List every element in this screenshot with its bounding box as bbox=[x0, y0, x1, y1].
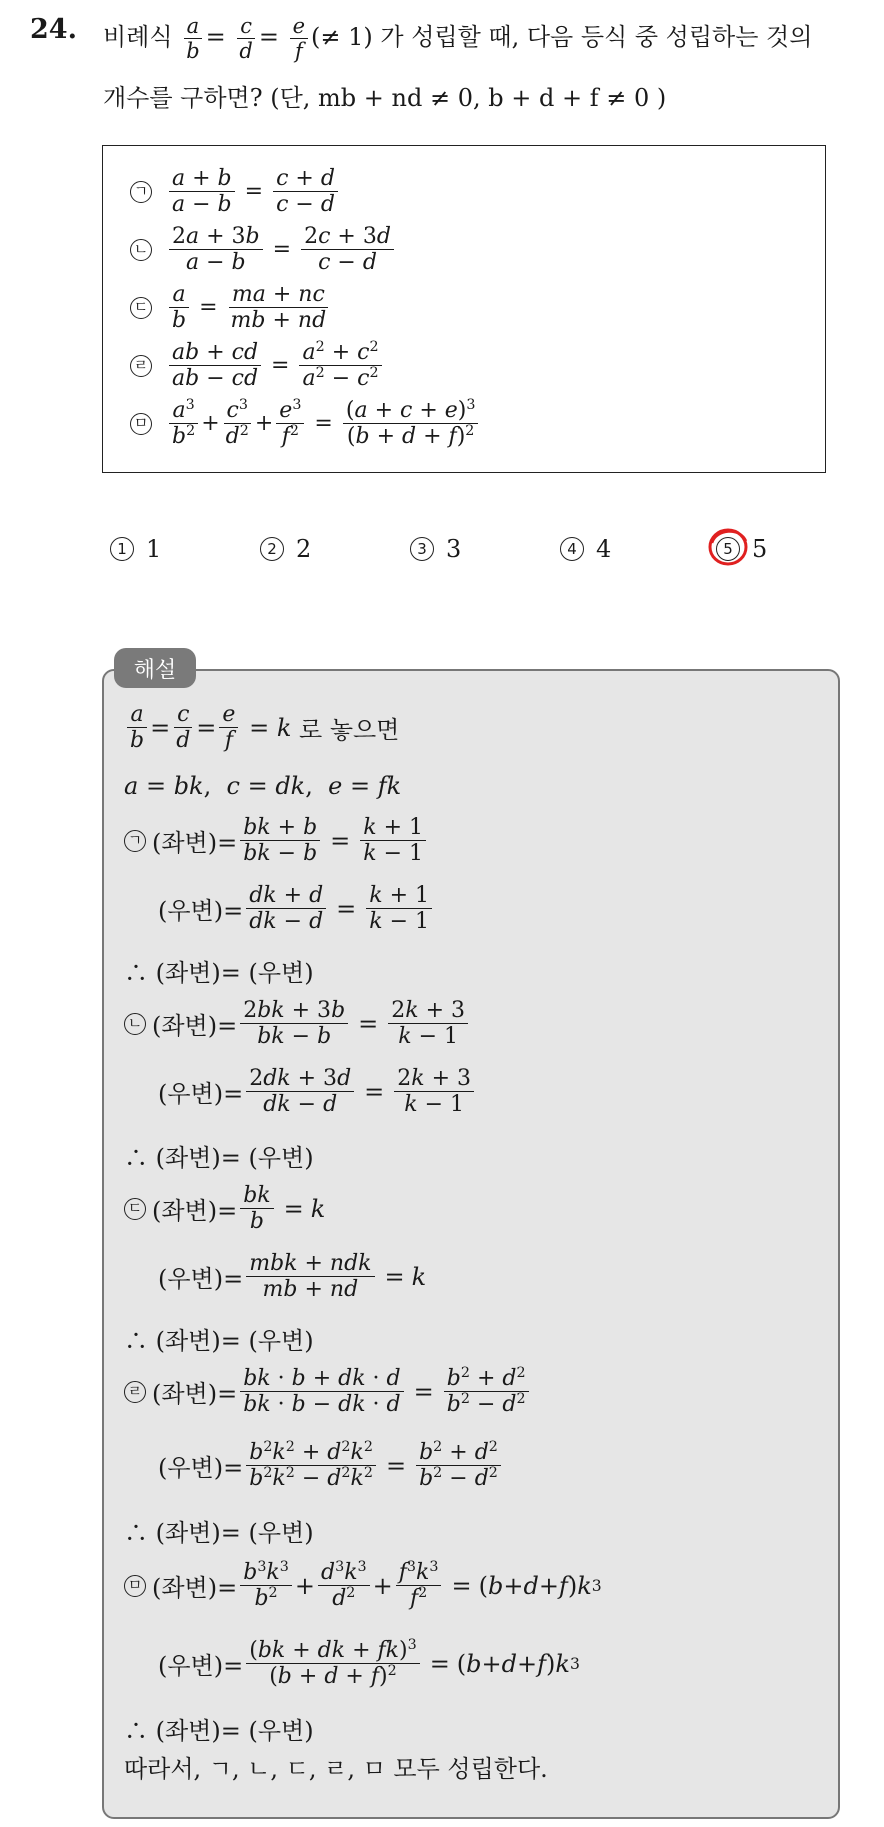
label-giyeok: ㄱ bbox=[130, 181, 152, 203]
solution-5-left: ㅁ (좌변)= $\frac{b^3k^3}{b^2}$ + $\frac{d^3k^3}{d^2}$ + $\frac{f^3k^3}{f^2}$ = ( b + d + f ) k 3 bbox=[124, 1560, 602, 1612]
solution-substitution: a = bk , c = dk , e = fk bbox=[124, 772, 402, 800]
label-digeut: ㄷ bbox=[124, 1198, 146, 1220]
solution-intro: $\frac{a}{b}$ = $\frac{c}{d}$ = $\frac{e}{f}$ = k 로 놓으면 bbox=[124, 702, 399, 754]
statement-5: ㅁ $\frac{a^3}{b^2}$ + $\frac{c^3}{d^2}$ + $\frac{e^3}{f^2}$ = $\frac{(a + c + e)^3}{(b + d + f)^2}$ bbox=[130, 398, 481, 450]
right-side-label: (우변)= bbox=[158, 1454, 244, 1483]
statement-1: ㄱ $\frac{a + b}{a - b}$ = $\frac{c + d}{c - d}$ bbox=[130, 166, 341, 218]
choice-2[interactable] bbox=[260, 535, 311, 563]
answer-circle-mark bbox=[706, 525, 750, 569]
choice-number-5: 5 bbox=[716, 537, 740, 561]
solution-2-conclusion: ∴ (좌변)= (우변) bbox=[124, 1144, 314, 1172]
solution-3-left: ㄷ (좌변)= $\frac{bk}{b}$ = k bbox=[124, 1183, 325, 1235]
question-number: 24. bbox=[30, 14, 77, 45]
solution-3-right: (우변)= $\frac{\text{mbk + ndk}}{mb + nd}$ = k bbox=[158, 1251, 427, 1303]
label-nieun: ㄴ bbox=[130, 239, 152, 261]
solution-2-left: ㄴ (좌변)= $\frac{2bk + 3b}{bk - b}$ = $\frac{2k + 3}{k - 1}$ bbox=[124, 998, 471, 1050]
solution-3-conclusion: ∴ (좌변)= (우변) bbox=[124, 1327, 314, 1355]
intro-suffix: 로 놓으면 bbox=[299, 716, 400, 745]
question-line-1: 비례식 $\frac{a}{b}$ = $\frac{c}{d}$ = $\frac{e}{f}$ (≠ 1) 가 성립할 때, 다음 등식 중 성립하는 것의 bbox=[103, 14, 813, 64]
choice-4[interactable] bbox=[560, 535, 611, 563]
left-side-label: (좌변)= bbox=[152, 1574, 238, 1603]
statement-3: ㄷ $\frac{a}{b}$ = $\frac{ma + nc}{mb + nd}$ bbox=[130, 282, 332, 334]
right-side-label: (우변)= bbox=[158, 897, 244, 926]
choice-number-4: 4 bbox=[560, 537, 584, 561]
solution-2-right: (우변)= $\frac{2dk + 3d}{dk - d}$ = $\frac{2k + 3}{k - 1}$ bbox=[158, 1066, 477, 1118]
label-mieum: ㅁ bbox=[130, 413, 152, 435]
statement-4: ㄹ $\frac{ab + cd}{ab - cd}$ = $\frac{a^2 + c^2}{a^2 - c^2}$ bbox=[130, 340, 385, 392]
left-side-label: (좌변)= bbox=[152, 829, 238, 858]
choice-1[interactable] bbox=[110, 535, 161, 563]
statement-2: ㄴ $\frac{2a + 3b}{a - b}$ = $\frac{2c + 3d}{c - d}$ bbox=[130, 224, 397, 276]
label-rieul: ㄹ bbox=[124, 1381, 146, 1403]
choice-number-1: 1 bbox=[110, 537, 134, 561]
label-nieun: ㄴ bbox=[124, 1013, 146, 1035]
question-suffix: 가 성립할 때, 다음 등식 중 성립하는 것의 bbox=[380, 23, 813, 52]
choice-value: 4 bbox=[596, 535, 612, 563]
solution-1-right: (우변)= $\frac{dk + d}{dk - d}$ = $\frac{k + 1}{k - 1}$ bbox=[158, 883, 435, 935]
question-line-2: 개수를 구하면? (단, mb + nd ≠ 0, b + d + f ≠ 0 ) bbox=[103, 84, 667, 112]
label-digeut: ㄷ bbox=[130, 297, 152, 319]
left-side-label: (좌변)= bbox=[152, 1197, 238, 1226]
solution-4-left: ㄹ (좌변)= $\frac{bk \cdot b + dk \cdot d}{bk \cdot b - dk \cdot d}$ = $\frac{b^2 + d^2}{b^2 - d^2}$ bbox=[124, 1366, 532, 1418]
right-side-label: (우변)= bbox=[158, 1652, 244, 1681]
solution-5-conclusion: ∴ (좌변)= (우변) bbox=[124, 1717, 314, 1745]
right-side-label: (우변)= bbox=[158, 1265, 244, 1294]
choice-number-2: 2 bbox=[260, 537, 284, 561]
choice-number-3: 3 bbox=[410, 537, 434, 561]
solution-1-left: ㄱ (좌변)= $\frac{bk + b}{bk - b}$ = $\frac{k + 1}{k - 1}$ bbox=[124, 815, 429, 867]
label-rieul: ㄹ bbox=[130, 355, 152, 377]
solution-4-right: (우변)= $\frac{b^2k^2 + d^2k^2}{b^2k^2 - d^2k^2}$ = $\frac{b^2 + d^2}{b^2 - d^2}$ bbox=[158, 1440, 504, 1492]
right-side-label: (우변)= bbox=[158, 1080, 244, 1109]
choice-value: 1 bbox=[146, 535, 162, 563]
label-giyeok: ㄱ bbox=[124, 830, 146, 852]
solution-tag: 해설 bbox=[114, 648, 196, 688]
left-side-label: (좌변)= bbox=[152, 1012, 238, 1041]
solution-4-conclusion: ∴ (좌변)= (우변) bbox=[124, 1519, 314, 1547]
left-side-label: (좌변)= bbox=[152, 1380, 238, 1409]
solution-5-right: (우변)= $\frac{(bk + dk + fk)^3}{(b + d + f)^2}$ = ( b + d + f ) k 3 bbox=[158, 1637, 580, 1690]
solution-final: 따라서, ㄱ, ㄴ, ㄷ, ㄹ, ㅁ 모두 성립한다. bbox=[124, 1755, 548, 1783]
choice-3[interactable] bbox=[410, 535, 461, 563]
choice-value: 3 bbox=[446, 535, 462, 563]
solution-1-conclusion: ∴ (좌변)= (우변) bbox=[124, 959, 314, 987]
choice-value: 5 bbox=[752, 535, 768, 563]
question-prefix: 비례식 bbox=[103, 23, 173, 52]
choice-value: 2 bbox=[296, 535, 312, 563]
label-mieum: ㅁ bbox=[124, 1575, 146, 1597]
